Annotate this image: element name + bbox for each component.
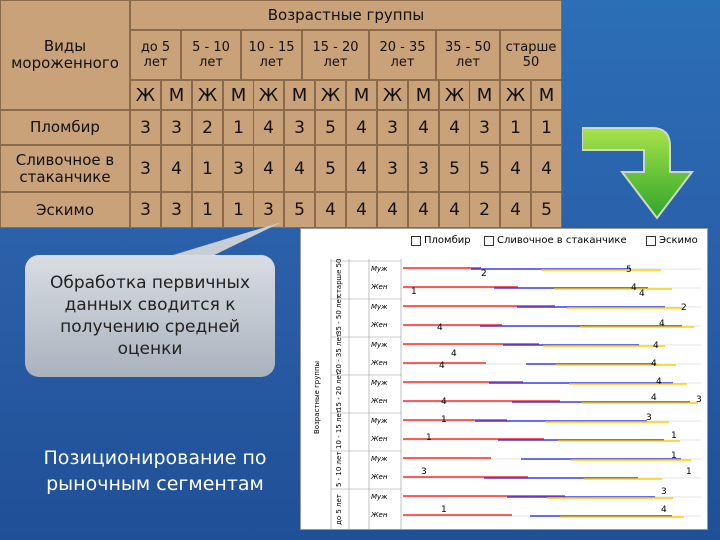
table-cell: 5 (469, 145, 500, 192)
age-group-header: старше 50 (500, 30, 562, 80)
legend-slivochnoe: Сливочное в стаканчике (484, 235, 627, 246)
sex-header: Ж (439, 80, 470, 110)
value-label: 4 (651, 393, 657, 403)
table-cell: 4 (346, 145, 377, 192)
table-cell: 4 (253, 145, 284, 192)
sex-label-female: Жен (371, 473, 388, 481)
value-label: 2 (681, 303, 687, 313)
sex-header: Ж (500, 80, 531, 110)
table-cell: 3 (284, 110, 315, 145)
age-group-header: до 5 лет (130, 30, 181, 80)
sex-label-male: Муж (371, 455, 388, 463)
table-cell: 4 (346, 192, 377, 228)
age-group-label: старше 50 (335, 258, 343, 297)
table-cell: 4 (500, 192, 531, 228)
value-label: 4 (661, 505, 667, 515)
table-cell: 2 (469, 192, 500, 228)
sex-header: Ж (192, 80, 223, 110)
table-cell: 4 (346, 110, 377, 145)
value-label: 3 (421, 467, 427, 477)
sex-header: М (161, 80, 192, 110)
sex-label-male: Муж (371, 303, 388, 311)
table-cell: 4 (500, 145, 531, 192)
age-group-header: 15 - 20 лет (302, 30, 369, 80)
row-label: Пломбир (0, 110, 130, 145)
table-cell: 1 (192, 145, 223, 192)
table-cell: 3 (253, 192, 284, 228)
table-cell: 3 (469, 110, 500, 145)
value-label: 4 (639, 289, 645, 299)
axis-title: Возрастные группы (313, 360, 321, 434)
table-cell: 3 (223, 145, 254, 192)
value-label: 4 (437, 323, 443, 333)
table-cell: 4 (315, 192, 346, 228)
sex-label-female: Жен (371, 321, 388, 329)
sex-label-female: Жен (371, 397, 388, 405)
callout-bubble (25, 255, 275, 377)
age-group-header: 5 - 10 лет (181, 30, 241, 80)
table-cell: 3 (130, 110, 161, 145)
table-cell: 1 (223, 110, 254, 145)
table-cell: 3 (161, 192, 192, 228)
sex-label-male: Муж (371, 265, 388, 273)
age-group-label: до 5 лет (335, 494, 343, 525)
value-label: 4 (651, 359, 657, 369)
value-label: 1 (441, 505, 447, 515)
bottom-caption: Позиционирование по рыночным сегментам (43, 447, 267, 495)
value-label: 1 (426, 433, 432, 443)
group-title: Возрастные группы (130, 0, 562, 30)
table-cell: 4 (408, 192, 439, 228)
table-cell: 3 (377, 110, 408, 145)
sex-label-female: Жен (371, 359, 388, 367)
corner-label: Виды мороженного (0, 0, 130, 110)
value-label: 3 (646, 413, 652, 423)
sex-label-male: Муж (371, 379, 388, 387)
table-cell: 3 (130, 145, 161, 192)
table-cell: 3 (130, 192, 161, 228)
table-cell: 1 (500, 110, 531, 145)
segment-chart (300, 228, 708, 530)
legend-plombir: Пломбир (411, 235, 471, 246)
sex-label-female: Жен (371, 511, 388, 519)
age-group-header: 20 - 35 лет (369, 30, 436, 80)
table-cell: 2 (192, 110, 223, 145)
value-label: 3 (696, 395, 702, 405)
age-group-label: 5 - 10 лет (335, 451, 343, 487)
value-label: 4 (441, 397, 447, 407)
value-label: 4 (659, 319, 665, 329)
sex-header: Ж (253, 80, 284, 110)
table-cell: 1 (223, 192, 254, 228)
table-cell: 4 (439, 192, 470, 228)
sex-label-male: Муж (371, 341, 388, 349)
sex-header: Ж (377, 80, 408, 110)
value-label: 4 (451, 349, 457, 359)
table-cell: 5 (439, 145, 470, 192)
sex-header: Ж (315, 80, 346, 110)
sex-header: М (408, 80, 439, 110)
table-cell: 4 (161, 145, 192, 192)
chart-lines (301, 229, 707, 529)
value-label: 1 (671, 451, 677, 461)
table-cell: 1 (531, 110, 562, 145)
row-label: Эскимо (0, 192, 130, 228)
value-label: 1 (441, 415, 447, 425)
table-cell: 5 (531, 192, 562, 228)
sex-header: М (346, 80, 377, 110)
value-label: 1 (411, 287, 417, 297)
value-label: 4 (656, 377, 662, 387)
age-group-label: 35 - 50 лет (335, 295, 343, 335)
sex-label-female: Жен (371, 435, 388, 443)
age-group-label: 20 - 35 лет (335, 333, 343, 373)
table-cell: 4 (377, 192, 408, 228)
ice-cream-table (0, 0, 562, 228)
table-cell: 4 (531, 145, 562, 192)
table-cell: 4 (408, 110, 439, 145)
value-label: 2 (481, 269, 487, 279)
table-cell: 3 (377, 145, 408, 192)
sex-header: М (223, 80, 254, 110)
legend-eskimo: Эскимо (646, 235, 698, 246)
sex-header: М (284, 80, 315, 110)
table-cell: 3 (408, 145, 439, 192)
callout-text: Обработка первичных данных сводится к получению средней оценки (49, 273, 251, 359)
age-group-label: 15 - 20 лет (335, 371, 343, 411)
value-label: 4 (653, 341, 659, 351)
table-cell: 4 (439, 110, 470, 145)
sex-header: М (531, 80, 562, 110)
table-cell: 1 (192, 192, 223, 228)
value-label: 5 (626, 265, 632, 275)
sex-label-male: Муж (371, 417, 388, 425)
sex-label-male: Муж (371, 493, 388, 501)
table-cell: 4 (284, 145, 315, 192)
table-cell: 5 (284, 192, 315, 228)
age-group-label: 10 - 15 лет (335, 409, 343, 449)
value-label: 4 (631, 283, 637, 293)
sex-header: Ж (130, 80, 161, 110)
sex-header: М (469, 80, 500, 110)
table-cell: 3 (161, 110, 192, 145)
sex-label-female: Жен (371, 283, 388, 291)
row-label: Сливочное в стаканчике (0, 145, 130, 192)
age-group-header: 35 - 50 лет (436, 30, 500, 80)
value-label: 4 (439, 361, 445, 371)
table-cell: 4 (253, 110, 284, 145)
value-label: 1 (671, 431, 677, 441)
down-arrow-icon (582, 120, 712, 230)
value-label: 3 (661, 487, 667, 497)
table-cell: 5 (315, 110, 346, 145)
value-label: 1 (686, 467, 692, 477)
table-cell: 5 (315, 145, 346, 192)
age-group-header: 10 - 15 лет (241, 30, 302, 80)
